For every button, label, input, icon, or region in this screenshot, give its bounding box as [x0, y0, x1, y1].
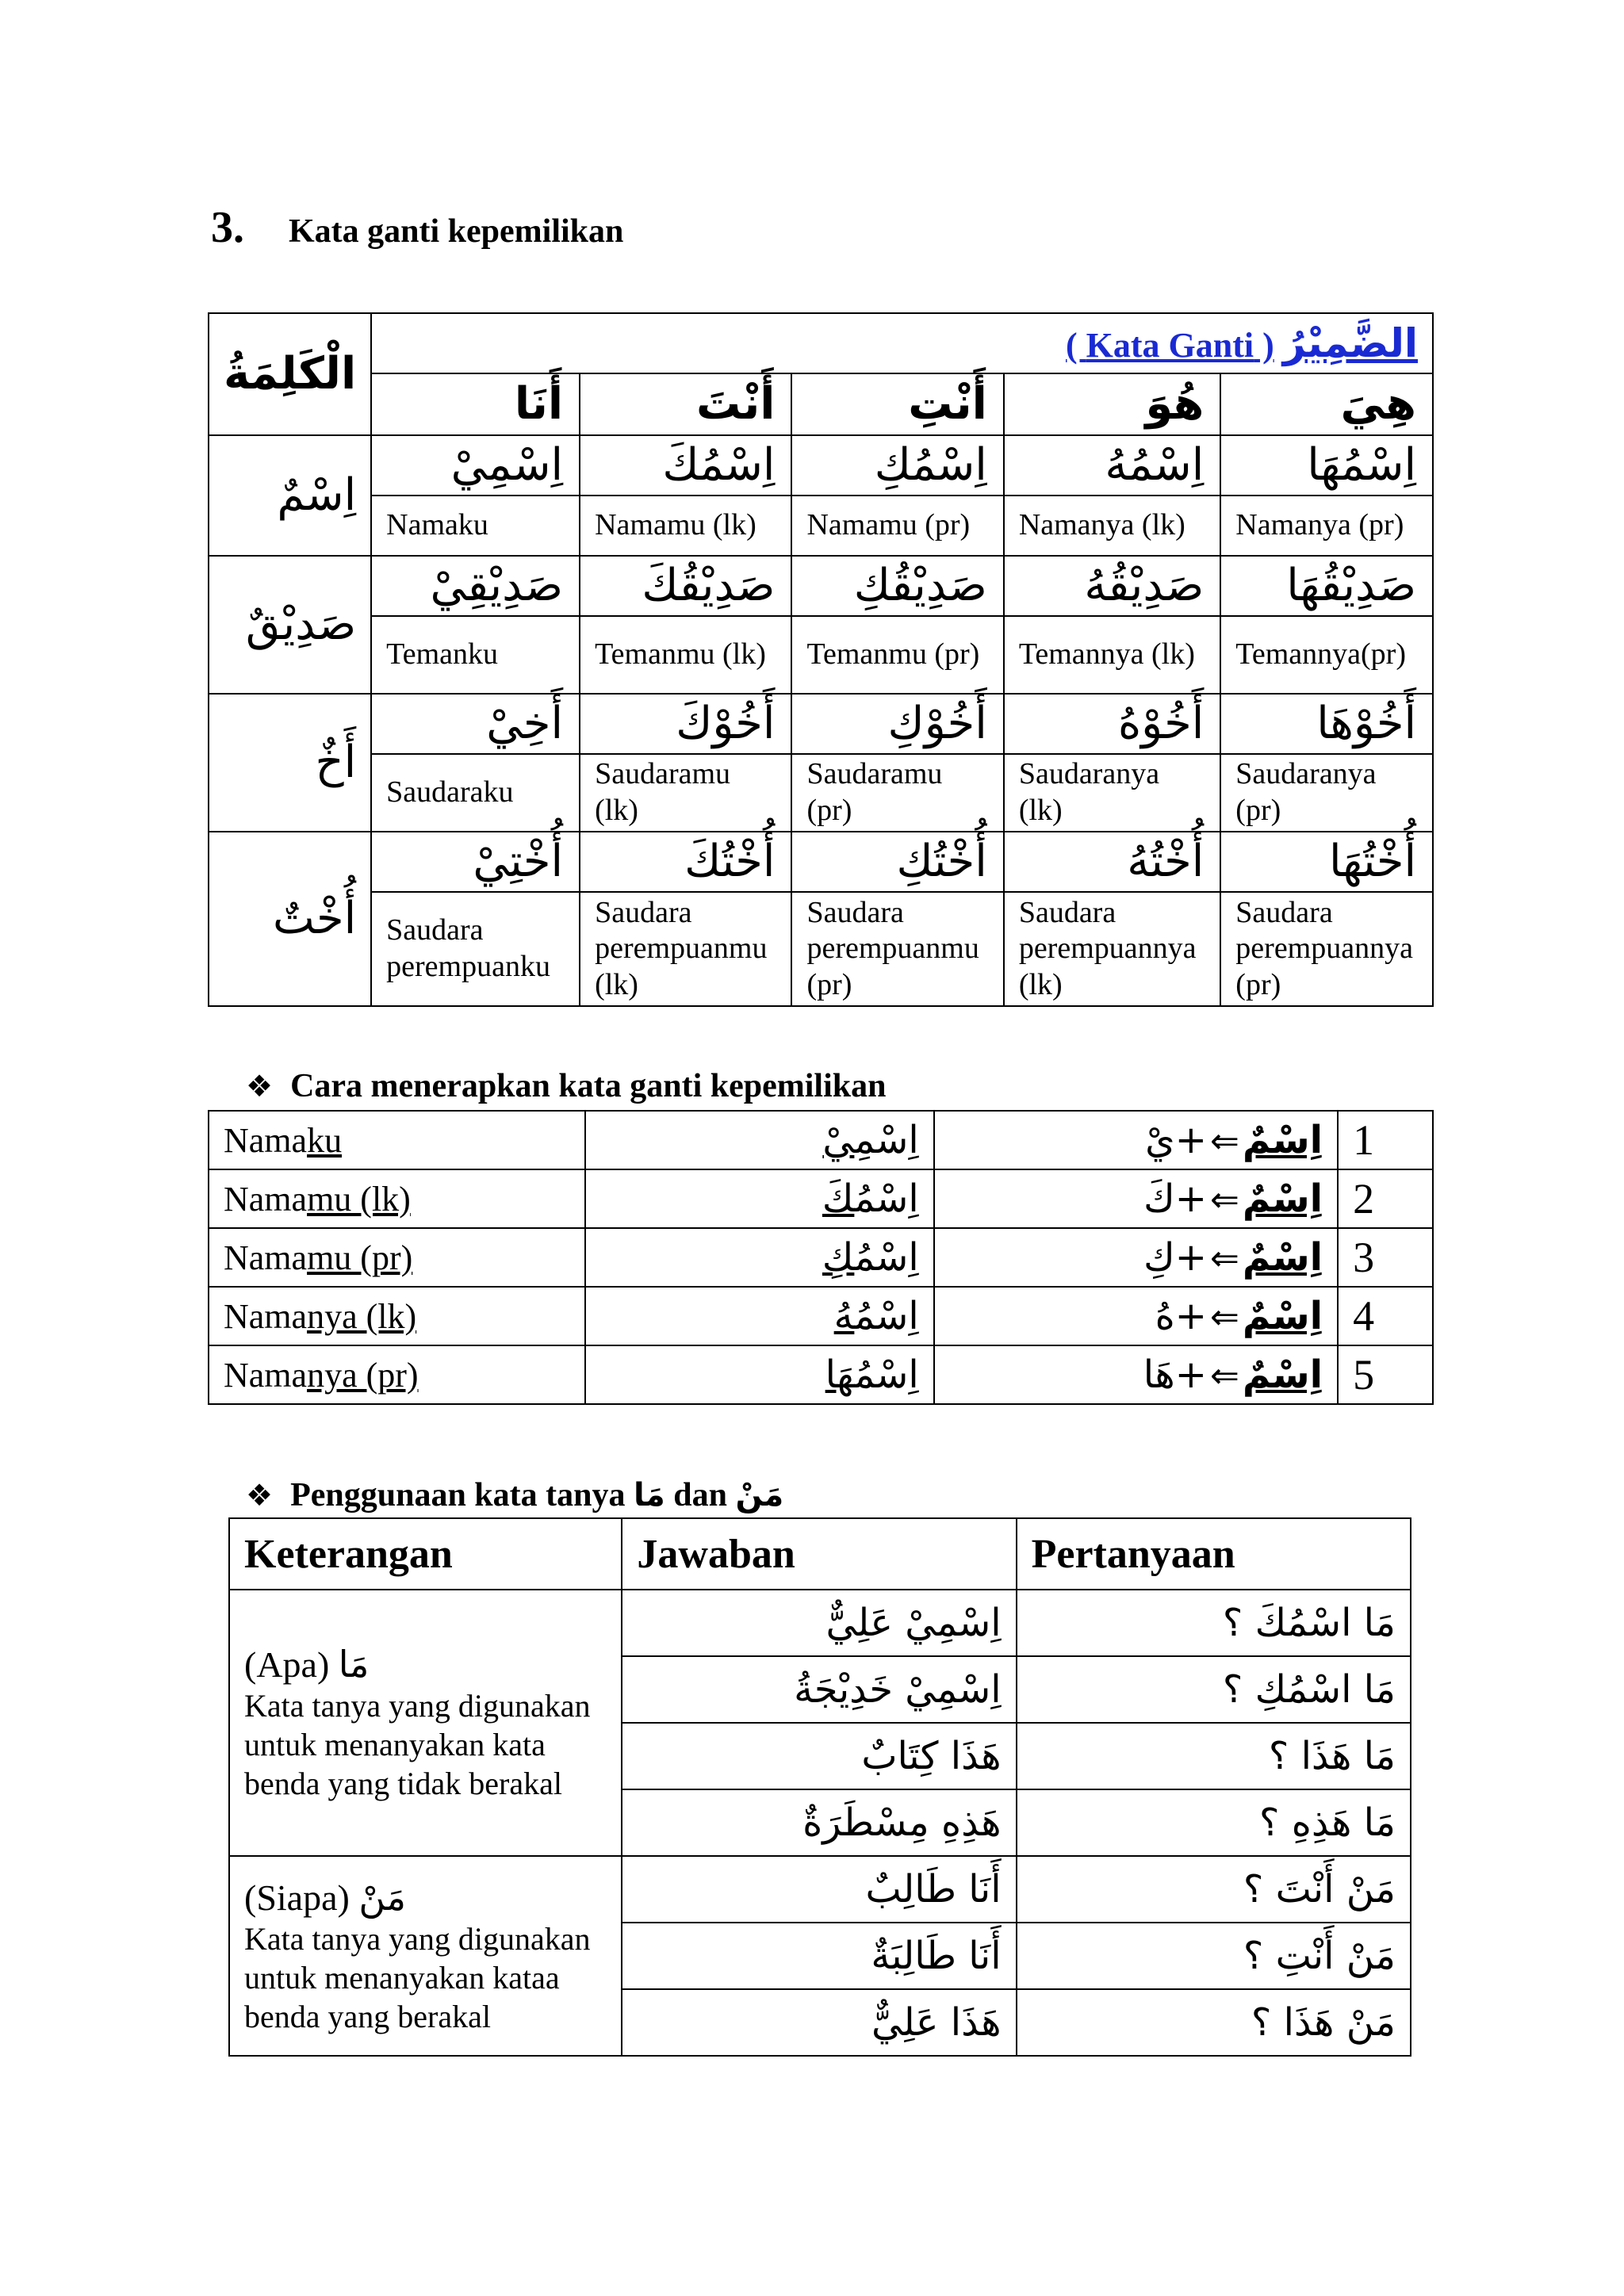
formula-cell	[934, 1169, 1338, 1228]
arabic-stem: اِسْمُ	[854, 1294, 919, 1338]
answer-cell: هَذَا عَلِيٌّ	[622, 1989, 1016, 2056]
possessive-row	[209, 1287, 1433, 1345]
arabic-cell: صَدِيْقِيْ	[371, 556, 580, 616]
meaning-cell: Saudara perempuanmu (lk)	[580, 892, 791, 1006]
section3-title-text: Penggunaan kata tanya	[290, 1477, 626, 1513]
latin-prefix: Nama	[224, 1120, 308, 1160]
formula-plus: +	[1174, 1353, 1207, 1397]
arabic-suffix: هُ	[833, 1294, 855, 1338]
meaning-cell: Saudaramu (pr)	[791, 754, 1003, 832]
formula-plus: +	[1174, 1118, 1207, 1162]
question-cell: مَنْ أَنْتَ ؟	[1017, 1856, 1411, 1923]
arabic-cell: أَخِيْ	[371, 694, 580, 754]
arabic-stem: اِسْمُ	[854, 1235, 919, 1280]
formula-ending: هَا	[1143, 1353, 1175, 1397]
arabic-result-cell	[585, 1228, 933, 1287]
meaning-cell: Temannya(pr)	[1220, 616, 1433, 694]
latin-prefix: Nama	[224, 1355, 308, 1395]
question-row	[229, 1590, 1411, 1656]
meaning-cell: Temannya (lk)	[1004, 616, 1220, 694]
arabic-suffix: كِ	[822, 1235, 855, 1280]
arabic-cell: أُخْتُكِ	[791, 832, 1003, 892]
section3-title-and: dan	[673, 1477, 728, 1513]
left-arrow-icon: ⇐	[1209, 1356, 1239, 1396]
section2-title-text: Cara menerapkan kata ganti kepemilikan	[290, 1068, 887, 1104]
meaning-cell: Namaku	[371, 496, 580, 556]
formula-ending: يْ	[1145, 1118, 1175, 1162]
formula-cell	[934, 1228, 1338, 1287]
meaning-cell: Saudaranya (lk)	[1004, 754, 1220, 832]
arabic-cell: أَخُوْهَا	[1220, 694, 1433, 754]
arabic-cell: اِسْمُهُ	[1004, 435, 1220, 496]
latin-suffix: mu (pr)	[307, 1238, 413, 1277]
word-cell: صَدِيْقٌ	[209, 556, 371, 694]
section-heading	[211, 202, 623, 253]
formula-base: اِسْمٌ	[1242, 1353, 1323, 1397]
arabic-result-cell	[585, 1169, 933, 1228]
section3-title	[246, 1476, 783, 1514]
meaning-cell: Namanya (lk)	[1004, 496, 1220, 556]
formula-ending: كِ	[1143, 1235, 1175, 1280]
formula-cell	[934, 1287, 1338, 1345]
meaning-cell: Temanmu (lk)	[580, 616, 791, 694]
pronoun-cell: هُوَ	[1004, 373, 1220, 435]
meaning-cell: Saudaraku	[371, 754, 580, 832]
latin-cell	[209, 1111, 585, 1169]
possessive-table	[208, 1110, 1434, 1405]
meaning-cell: Namanya (pr)	[1220, 496, 1433, 556]
question-cell: مَا اسْمُكِ ؟	[1017, 1656, 1411, 1723]
arabic-cell: أُخْتِيْ	[371, 832, 580, 892]
section-number: 3.	[211, 203, 244, 252]
pronoun-title	[371, 313, 1433, 373]
row-number: 3	[1338, 1228, 1433, 1287]
arabic-result-cell	[585, 1287, 933, 1345]
section3-title-ma: مَا	[634, 1477, 665, 1513]
left-arrow-icon: ⇐	[1209, 1297, 1239, 1337]
header-answer: Jawaban	[622, 1518, 1016, 1590]
latin-cell	[209, 1228, 585, 1287]
latin-prefix: Nama	[224, 1238, 308, 1277]
arabic-cell: أُخْتُكَ	[580, 832, 791, 892]
latin-suffix: ku	[307, 1120, 343, 1160]
question-cell: مَا هَذِهِ ؟	[1017, 1789, 1411, 1856]
meaning-cell: Saudara perempuannya (lk)	[1004, 892, 1220, 1006]
arabic-cell: أُخْتُهُ	[1004, 832, 1220, 892]
possessive-row	[209, 1228, 1433, 1287]
pronoun-cell: هِيَ	[1220, 373, 1433, 435]
header-question: Pertanyaan	[1017, 1518, 1411, 1590]
header-desc: Keterangan	[229, 1518, 622, 1590]
section-title: Kata ganti kepemilikan	[289, 213, 624, 250]
left-arrow-icon: ⇐	[1209, 1238, 1239, 1279]
meaning-cell: Saudaranya (pr)	[1220, 754, 1433, 832]
arabic-cell: اِسْمُكِ	[791, 435, 1003, 496]
latin-suffix: nya (pr)	[307, 1355, 419, 1395]
formula-base: اِسْمٌ	[1242, 1294, 1323, 1338]
latin-prefix: Nama	[224, 1179, 308, 1219]
row-number: 1	[1338, 1111, 1433, 1169]
diamond-bullet-icon: ❖	[246, 1069, 274, 1104]
formula-cell	[934, 1111, 1338, 1169]
question-cell: مَنْ هَذَا ؟	[1017, 1989, 1411, 2056]
arabic-cell: أَخُوْكَ	[580, 694, 791, 754]
latin-cell	[209, 1169, 585, 1228]
latin-prefix: Nama	[224, 1296, 308, 1336]
question-table	[228, 1517, 1411, 2057]
label-latin: (Apa)	[244, 1644, 330, 1686]
latin-suffix: nya (lk)	[307, 1296, 417, 1336]
pronoun-cell: أَنَا	[371, 373, 580, 435]
formula-base: اِسْمٌ	[1242, 1177, 1323, 1221]
description-cell	[229, 1856, 622, 2056]
arabic-suffix: يْ	[822, 1118, 855, 1162]
section2-title	[246, 1067, 886, 1105]
word-cell: أُخْتٌ	[209, 832, 371, 1006]
arabic-result-cell	[585, 1111, 933, 1169]
word-header: الْكَلِمَةُ	[209, 313, 371, 435]
section3-title-man: مَنْ	[735, 1477, 784, 1513]
row-number: 5	[1338, 1345, 1433, 1404]
answer-cell: أَنَا طَالِبَةٌ	[622, 1923, 1016, 1989]
label-arabic: مَا	[338, 1643, 370, 1686]
answer-cell: هَذَا كِتَابٌ	[622, 1723, 1016, 1789]
arabic-cell: أَخُوْكِ	[791, 694, 1003, 754]
pronoun-table	[208, 312, 1434, 1007]
arabic-cell: اِسْمُكَ	[580, 435, 791, 496]
label-latin: (Siapa)	[244, 1877, 350, 1919]
row-number: 2	[1338, 1169, 1433, 1228]
arabic-result-cell	[585, 1345, 933, 1404]
formula-ending: كَ	[1143, 1177, 1175, 1221]
pronoun-cell: أَنْتَ	[580, 373, 791, 435]
arabic-cell: اِسْمِيْ	[371, 435, 580, 496]
pronoun-title-arabic: الضَّمِيْرُ	[1282, 320, 1418, 366]
answer-cell: اِسْمِيْ عَلِيٌّ	[622, 1590, 1016, 1656]
question-cell: مَنْ أَنْتِ ؟	[1017, 1923, 1411, 1989]
row-number: 4	[1338, 1287, 1433, 1345]
meaning-cell: Saudara perempuanku	[371, 892, 580, 1006]
word-cell: أَخٌ	[209, 694, 371, 832]
arabic-cell: أَخُوْهُ	[1004, 694, 1220, 754]
question-word-label	[244, 1642, 607, 1687]
question-cell: مَا هَذَا ؟	[1017, 1723, 1411, 1789]
meaning-cell: Namamu (pr)	[791, 496, 1003, 556]
description-text: Kata tanya yang digunakan untuk menanyakan kataa benda yang berakal	[244, 1921, 591, 2034]
arabic-cell: صَدِيْقُكَ	[580, 556, 791, 616]
possessive-row	[209, 1111, 1433, 1169]
answer-cell: اِسْمِيْ خَدِيْجَةُ	[622, 1656, 1016, 1723]
word-cell: اِسْمٌ	[209, 435, 371, 556]
formula-plus: +	[1174, 1294, 1207, 1338]
description-text: Kata tanya yang digunakan untuk menanyakan kata benda yang tidak berakal	[244, 1688, 591, 1801]
left-arrow-icon: ⇐	[1209, 1180, 1239, 1220]
left-arrow-icon: ⇐	[1209, 1121, 1239, 1161]
formula-base: اِسْمٌ	[1242, 1235, 1323, 1280]
pronoun-cell: أَنْتِ	[791, 373, 1003, 435]
latin-suffix: mu (lk)	[307, 1179, 411, 1219]
question-cell: مَا اسْمُكَ ؟	[1017, 1590, 1411, 1656]
meaning-cell: Saudara perempuannya (pr)	[1220, 892, 1433, 1006]
arabic-cell: أُخْتُهَا	[1220, 832, 1433, 892]
formula-ending: هُ	[1155, 1294, 1175, 1338]
pronoun-title-latin: ( Kata Ganti )	[1066, 326, 1274, 365]
formula-base: اِسْمٌ	[1242, 1118, 1323, 1162]
question-word-label	[244, 1875, 607, 1920]
meaning-cell: Namamu (lk)	[580, 496, 791, 556]
arabic-cell: صَدِيْقُهَا	[1220, 556, 1433, 616]
description-cell	[229, 1590, 622, 1856]
arabic-suffix: هَا	[825, 1353, 855, 1397]
arabic-cell: صَدِيْقُكِ	[791, 556, 1003, 616]
formula-cell	[934, 1345, 1338, 1404]
meaning-cell: Saudaramu (lk)	[580, 754, 791, 832]
latin-cell	[209, 1345, 585, 1404]
formula-plus: +	[1174, 1235, 1207, 1280]
diamond-bullet-icon: ❖	[246, 1478, 274, 1513]
arabic-stem: اِسْمُ	[854, 1353, 919, 1397]
label-arabic: مَنْ	[358, 1876, 406, 1919]
arabic-cell: اِسْمُهَا	[1220, 435, 1433, 496]
possessive-row	[209, 1345, 1433, 1404]
formula-plus: +	[1174, 1177, 1207, 1221]
answer-cell: أَنَا طَالِبٌ	[622, 1856, 1016, 1923]
arabic-suffix: كَ	[822, 1177, 855, 1221]
meaning-cell: Saudara perempuanmu (pr)	[791, 892, 1003, 1006]
arabic-cell: صَدِيْقُهُ	[1004, 556, 1220, 616]
meaning-cell: Temanku	[371, 616, 580, 694]
latin-cell	[209, 1287, 585, 1345]
meaning-cell: Temanmu (pr)	[791, 616, 1003, 694]
arabic-stem: اِسْمُ	[854, 1177, 919, 1221]
possessive-row	[209, 1169, 1433, 1228]
answer-cell: هَذِهِ مِسْطَرَةٌ	[622, 1789, 1016, 1856]
arabic-stem: اِسْمِ	[854, 1118, 919, 1162]
question-row	[229, 1856, 1411, 1923]
